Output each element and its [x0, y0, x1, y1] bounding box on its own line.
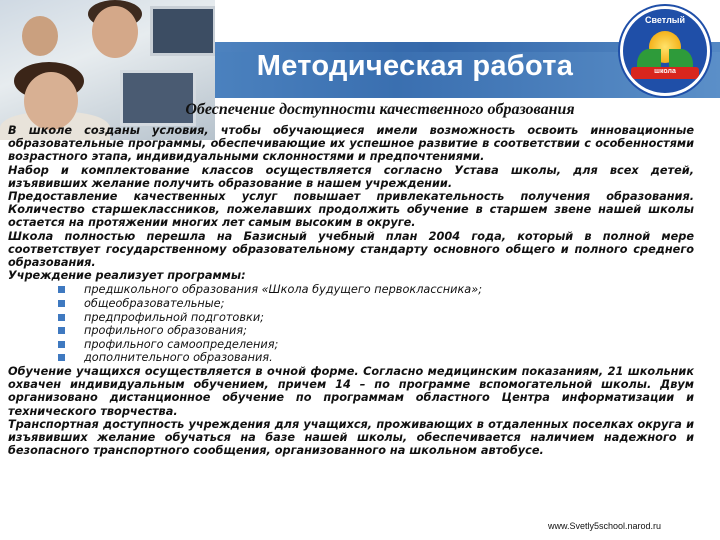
programs-list: [8, 283, 694, 365]
emblem-ring-text: Светлый: [644, 15, 686, 25]
square-bullet-icon: [58, 327, 65, 334]
paragraph: Предоставление качественных услуг повышает привлекательность получения образования. Количество старшеклассников, пожелавших продолжить обучение в старшем звене нашей школы остается на протяжении многих лет самым высоким в округе.: [8, 190, 694, 230]
paragraph: В школе созданы условия, чтобы обучающиеся имели возможность освоить инновационные образовательные программы, обеспечивающие их успешное развитие в соответствии с особенностями возрастного этапа, индивидуальными склонностями и предпочтениями.: [8, 124, 694, 164]
list-item-text: профильного самоопределения;: [84, 337, 279, 351]
paragraph: Учреждение реализует программы:: [8, 269, 246, 283]
page-title: Методическая работа: [256, 50, 574, 82]
paragraph: Набор и комплектование классов осуществляется согласно Устава школы, для всех детей, изъявивших желание получить образование в нашем учреждении.: [8, 163, 694, 190]
photo-face: [92, 6, 138, 58]
photo-face: [22, 16, 58, 56]
body-text: [8, 124, 694, 457]
footer-website-link[interactable]: www.Svetly5school.narod.ru: [548, 521, 662, 531]
square-bullet-icon: [58, 354, 65, 361]
square-bullet-icon: [58, 314, 65, 321]
square-bullet-icon: [58, 286, 65, 293]
list-item: [8, 324, 694, 338]
list-item: [8, 297, 694, 311]
photo-face: [24, 72, 78, 130]
list-item: [8, 283, 694, 297]
list-item-text: дополнительного образования.: [84, 351, 273, 365]
emblem-band-text: школа: [654, 68, 676, 75]
paragraph: Школа полностью перешла на Базисный учебный план 2004 года, который в полной мере соответствует государственному образовательному стандарту основного общего и полного среднего образования.: [8, 229, 694, 270]
list-item: [8, 351, 694, 365]
list-item-text: профильного образования;: [84, 324, 247, 338]
list-item-text: общеобразовательные;: [84, 297, 225, 311]
square-bullet-icon: [58, 300, 65, 307]
list-item: [8, 311, 694, 325]
paragraph: Обучение учащихся осуществляется в очной форме. Согласно медицинским показаниям, 21 школьник охвачен индивидуальным обучением, причем 14 – по программе вспомогательной школы. Двум организовано дистанционное обучение по программам областного Центра информатизации и технического творчества.: [8, 365, 694, 418]
list-item-text: предпрофильной подготовки;: [84, 310, 264, 324]
list-item: [8, 338, 694, 352]
students-photo: [0, 0, 215, 140]
square-bullet-icon: [58, 341, 65, 348]
school-emblem-logo: [620, 6, 710, 96]
photo-monitor: [150, 6, 215, 56]
list-item-text: предшкольного образования «Школа будущего первоклассника»;: [84, 283, 483, 297]
paragraph: Транспортная доступность учреждения для учащихся, проживающих в отдаленных поселках округа и изъявивших желание обучаться на базе нашей школы, обеспечивается наличием надежного и безопасного транспортного сообщения, организованного на школьном автобусе.: [8, 417, 694, 458]
section-subtitle: Обеспечение доступности качественного образования: [185, 101, 575, 118]
